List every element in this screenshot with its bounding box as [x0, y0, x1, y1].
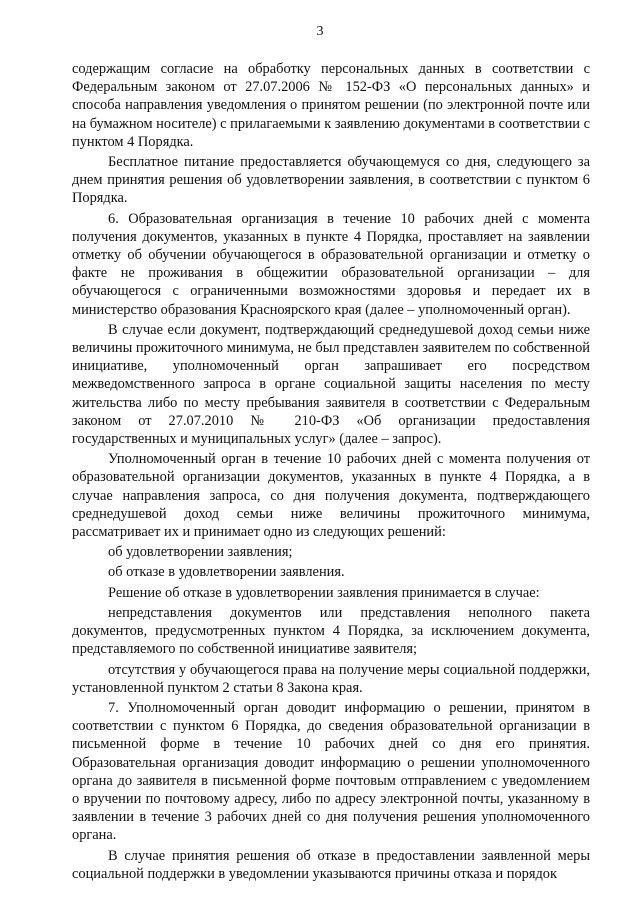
paragraph-8: Решение об отказе в удовлетворении заявления принимается в случае: [108, 584, 540, 601]
paragraph-4: В случае если документ, подтверждающий среднедушевой доход семьи ниже величины прожиточного минимума, не был представлен заявителем по собственной инициативе, уполномоченный орган запрашивает его посредством межведомственного запроса в органе социальной защиты населения по месту жительства либо по месту пребывания заявителя в соответствии с Федеральным законом от 27.07.2010 № 210-ФЗ «Об организации предоставления государственных и муниципальных услуг» (далее – запрос). [72, 321, 590, 448]
document-body [72, 60, 590, 885]
paragraph-11: 7. Уполномоченный орган доводит информацию о решении, принятом в соответствии с пунктом 6 Порядка, до сведения образовательной организации в письменной форме в течение 10 рабочих дней со дня его принятия. Образовательная организация доводит информацию о решении уполномоченного органа до заявителя в письменной форме почтовым отправлением с уведомлением о вручении по почтовому адресу, либо по адресу электронной почты, указанному в заявлении в течение 3 рабочих дней со дня получения решения уполномоченного органа. [72, 699, 590, 844]
paragraph-3: 6. Образовательная организация в течение 10 рабочих дней с момента получения документов, указанных в пункте 4 Порядка, проставляет на заявлении отметку об обучении обучающегося в образовательной организации и отметку о факте не проживания в общежитии образовательной организации – для обучающегося с ограниченными возможностями здоровья и передает их в министерство образования Красноярского края (далее – уполномоченный орган). [72, 210, 590, 318]
paragraph-6: об удовлетворении заявления; [108, 544, 293, 561]
page-number: 3 [316, 24, 324, 39]
paragraph-1: содержащим согласие на обработку персональных данных в соответствии с Федеральным законом от 27.07.2006 № 152-ФЗ «О персональных данных» и способа направления уведомления о принятом решении (по электронной почте или на бумажном носителе) с прилагаемыми к заявлению документами в соответствии с пунктом 4 Порядка. [72, 61, 590, 150]
paragraph-2: Бесплатное питание предоставляется обучающемуся со дня, следующего за днем принятия решения об удовлетворении заявления, в соответствии с пунктом 6 Порядка. [72, 154, 590, 207]
paragraph-9: непредставления документов или представления неполного пакета документов, предусмотренных пунктом 4 Порядка, за исключением документа, представляемого по собственной инициативе заявителя; [72, 604, 590, 658]
paragraph-7: об отказе в удовлетворении заявления. [108, 564, 345, 581]
paragraph-12: В случае принятия решения об отказе в предоставлении заявленной меры социальной поддержки в уведомлении указываются причины отказа и порядок [72, 847, 590, 882]
paragraph-5: Уполномоченный орган в течение 10 рабочих дней с момента получения от образовательной организации документов, указанных в пункте 4 Порядка, а в случае направления запроса, со дня получения документа, подтверждающего среднедушевой доход семьи ниже величины прожиточного минимума, рассматривает их и принимает одно из следующих решений: [72, 451, 590, 541]
paragraph-10: отсутствия у обучающегося права на получение меры социальной поддержки, установленной пунктом 2 статьи 8 Закона края. [72, 661, 590, 696]
